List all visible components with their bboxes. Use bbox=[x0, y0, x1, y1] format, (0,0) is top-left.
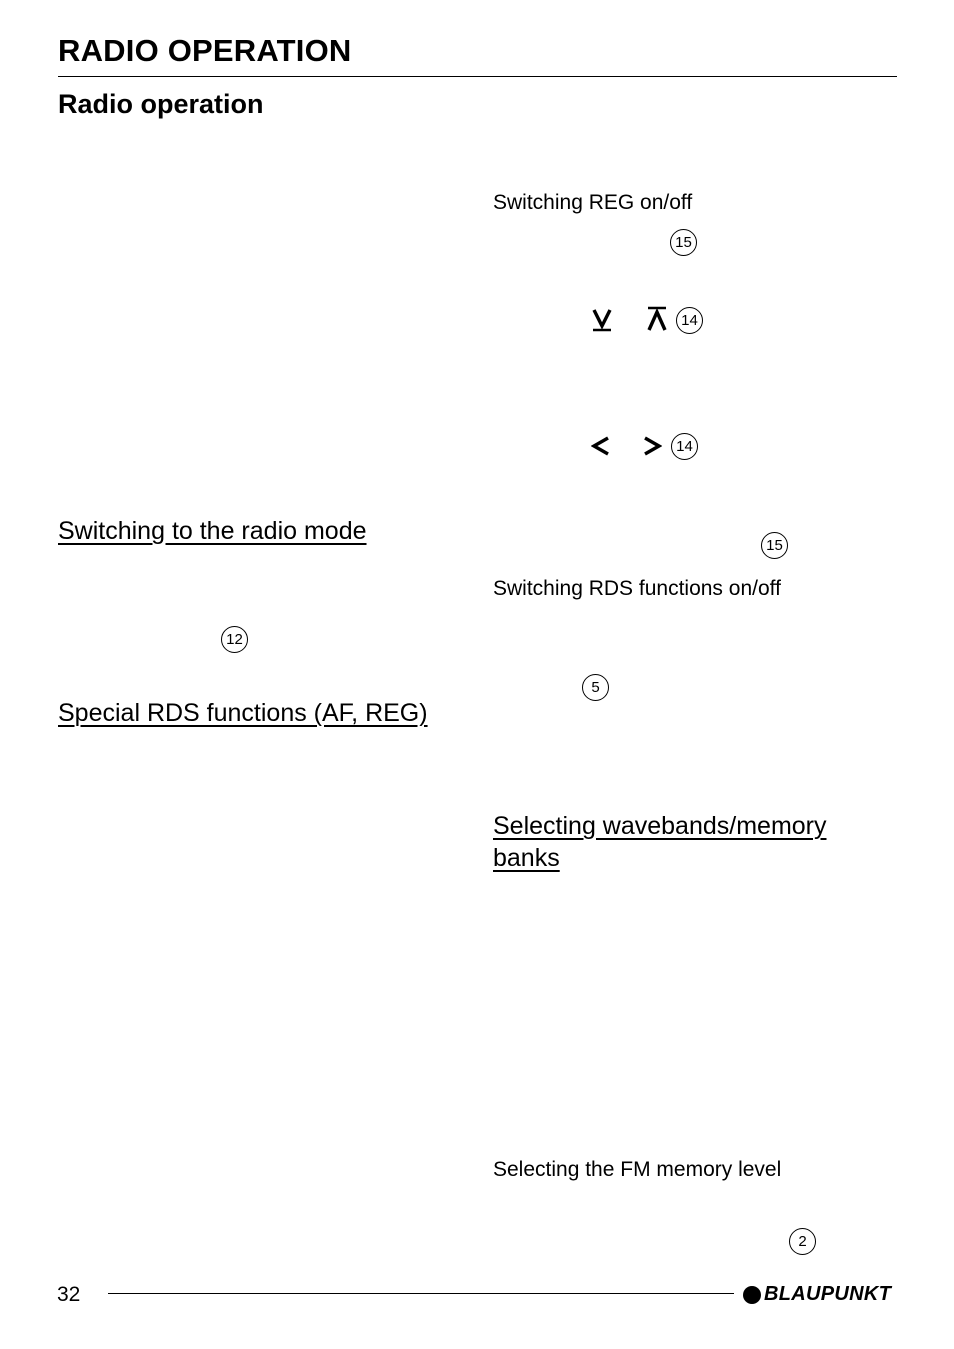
subheading-fm-memory-level: Selecting the FM memory level bbox=[493, 1158, 782, 1181]
heading-special-rds-functions: Special RDS functions (AF, REG) bbox=[58, 699, 428, 727]
ref-number-5: 5 bbox=[582, 674, 609, 701]
ref-number-15: 15 bbox=[761, 532, 788, 559]
brand-name: BLAUPUNKT bbox=[764, 1283, 892, 1305]
arrow-down-icon bbox=[592, 306, 612, 337]
page-title: Radio operation bbox=[58, 89, 264, 119]
ref-number-15: 15 bbox=[670, 229, 697, 256]
arrow-right-icon bbox=[642, 434, 662, 463]
section-title: RADIO OPERATION bbox=[58, 33, 352, 68]
heading-selecting-wavebands-continued: banks bbox=[493, 844, 560, 872]
ref-number-2: 2 bbox=[789, 1228, 816, 1255]
arrow-up-icon bbox=[647, 306, 667, 337]
subheading-switching-reg: Switching REG on/off bbox=[493, 191, 693, 214]
heading-switching-radio-mode: Switching to the radio mode bbox=[58, 517, 367, 545]
title-divider bbox=[58, 76, 897, 77]
ref-number-14: 14 bbox=[676, 307, 703, 334]
arrow-left-icon bbox=[591, 434, 611, 463]
footer-divider bbox=[108, 1293, 734, 1294]
brand-logo bbox=[743, 1283, 891, 1306]
heading-selecting-wavebands: Selecting wavebands/memory bbox=[493, 812, 827, 840]
page-number: 32 bbox=[57, 1283, 81, 1306]
ref-number-12: 12 bbox=[221, 626, 248, 653]
ref-number-14: 14 bbox=[671, 433, 698, 460]
brand-dot-icon bbox=[743, 1286, 761, 1304]
subheading-switching-rds: Switching RDS functions on/off bbox=[493, 577, 781, 600]
